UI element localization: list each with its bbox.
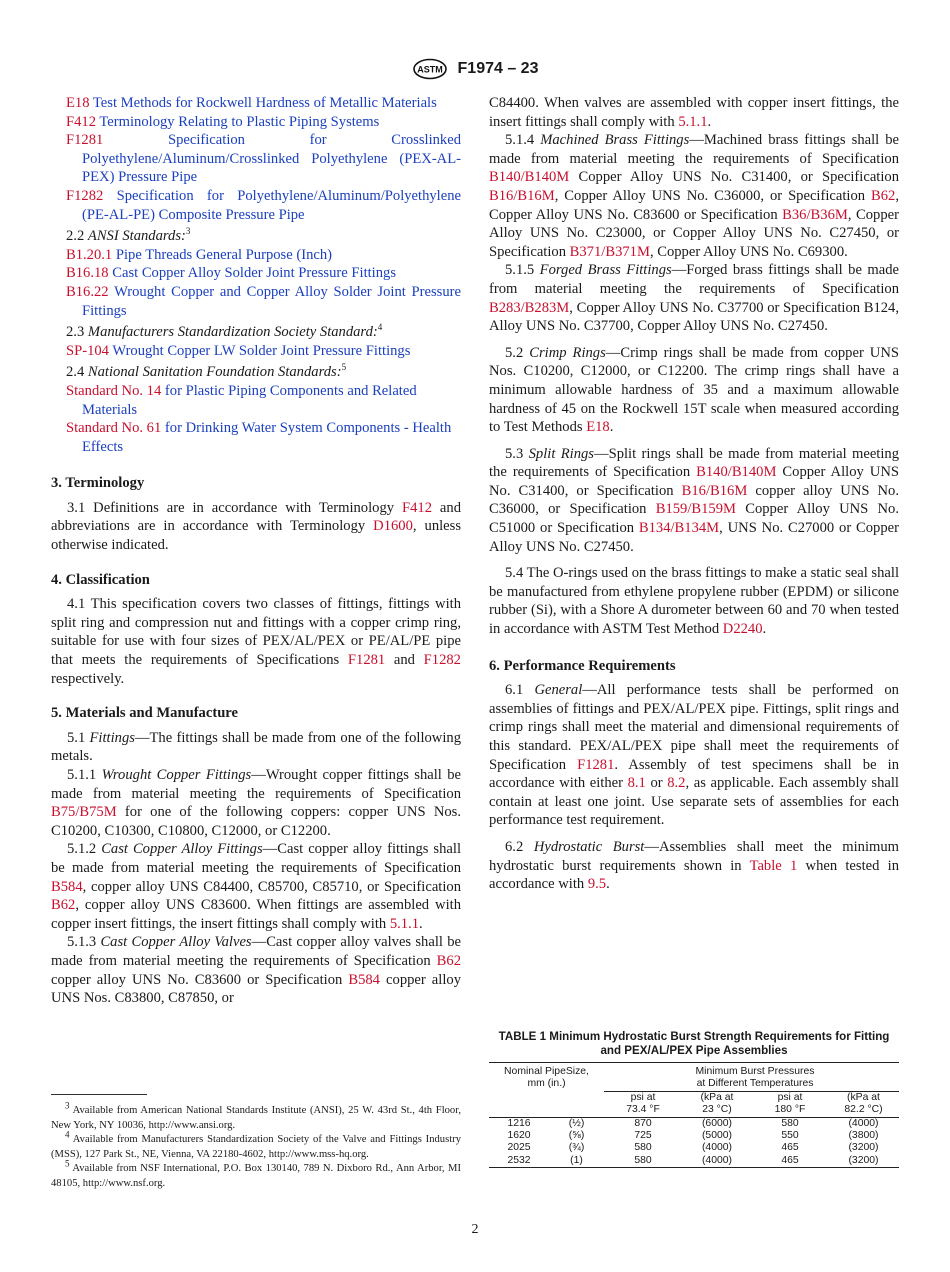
svg-text:ASTM: ASTM (416, 64, 443, 75)
link-table-1[interactable]: Table 1 (749, 857, 798, 874)
link-8-2[interactable]: 8.2 (667, 775, 686, 792)
link-5-1-1[interactable]: 5.1.1 (389, 915, 420, 932)
para-3-1: 3.1 Definitions are in accordance with Terminology F412 and abbreviations are in accordance with Terminology D1600, unless otherwise indicated. (51, 499, 462, 554)
section-4-heading: 4. Classification (51, 571, 150, 588)
ref-link[interactable]: Standard No. 61 (66, 420, 162, 437)
link-b62[interactable]: B62 (436, 952, 461, 969)
nsf-heading: 2.4 National Sanitation Foundation Standards:$^5$ (66, 362, 347, 381)
ref-title[interactable]: Pipe Threads General Purpose (Inch) (115, 246, 333, 263)
link-b75[interactable]: B75/B75M (51, 804, 117, 821)
table-row: 2532 (1) 580 (4000) 465 (3200) (489, 1155, 899, 1168)
para-6-2: 6.2 Hydrostatic Burst—Assemblies shall meet the minimum hydrostatic burst requirements shown in Table 1 when tested in accordance with 9.5. (489, 838, 899, 893)
mss-heading: 2.3 Manufacturers Standardization Society Standard:$^4$ (66, 322, 383, 341)
para-4-1: 4.1 This specification covers two classes of fittings, fittings with split ring and compression nut and fittings with a copper crimp ring, suitable for use with four sizes of PEX/AL/PEX or PE/AL/PE pipe that meets the requirements of Specifications F1281 and F1282 respectively. (51, 596, 461, 687)
section-6-heading: 6. Performance Requirements (489, 657, 676, 674)
ansi-heading: 2.2 ANSI Standards:$^3$ (66, 226, 191, 245)
footnote-3: $^3$ Available from American National Standards Institute (ANSI), 25 W. 43rd St., 4th Floor, New York, NY 10036, http://www.ansi.org. (51, 1100, 461, 1131)
ref-link[interactable]: F1281 (66, 132, 104, 149)
page-header (0, 58, 950, 80)
link-b283[interactable]: B283/B283M (489, 299, 570, 316)
referenced-documents-list (51, 94, 461, 456)
para-5-2: 5.2 Crimp Rings—Crimp rings shall be made from copper UNS Nos. C10200, C12000, or C12200. The crimp rings shall have a minimum allowable hardness of 35 and a maximum allowable hardness of 45 on the Rockwell 15T scale when measured according to Test Methods E18. (489, 344, 900, 436)
link-5-1-1[interactable]: 5.1.1 (678, 113, 708, 130)
link-b584[interactable]: B584 (348, 971, 380, 988)
table-1 (489, 1030, 899, 1168)
table-row: 2025 (¾) 580 (4000) 465 (3200) (507, 1142, 879, 1154)
para-5-1-4: 5.1.4 Machined Brass Fittings—Machined brass fittings shall be made from material meeting the requirements of Specification B140/B140M Copper Alloy UNS No. C31400, or Specification B16/B16M, Copper Alloy UNS No. C36000, or Specification B62, Copper Alloy UNS No. C83600 or Specification B36/B36M, Copper Alloy UNS No. C23000, or Copper Alloy UNS No. C27450, or Specification B371/B371M, Copper Alloy UNS No. C69300. (489, 132, 899, 260)
designation: F1974 – 23 (457, 60, 539, 77)
ref-title[interactable]: Specification for Polyethylene/Aluminum/Polyethylene (PE-AL-PE) Composite Pressure Pipe (82, 187, 461, 223)
footnote-5: $^5$ Available from NSF International, P.O. Box 130140, 789 N. Dixboro Rd., Ann Arbor, MI 48105, http://www.nsf.org. (51, 1158, 461, 1189)
ref-b16-22 (51, 283, 461, 320)
col-psi-73: psi at 73.4 °F (604, 1091, 682, 1117)
link-f1281[interactable]: F1281 (577, 756, 615, 773)
ref-f1282 (51, 187, 461, 224)
link-b371[interactable]: B371/B371M (569, 243, 650, 260)
table-caption: TABLE 1 Minimum Hydrostatic Burst Strength Requirements for Fitting and PEX/AL/PEX Pipe Assemblies (498, 1030, 890, 1057)
table-row: 1620 (⅝) 725 (5000) 550 (3800) (507, 1130, 879, 1142)
ref-nsf-61 (51, 419, 461, 456)
page-number: 2 (471, 1222, 479, 1237)
link-b62[interactable]: B62 (871, 187, 896, 204)
para-5-3: 5.3 Split Rings—Split rings shall be made from material meeting the requirements of Specification B140/B140M Copper Alloy UNS No. C31400, or Specification B16/B16M copper alloy UNS No. C36000, or Specification B159/B159M Copper Alloy UNS No. C51000 or Specification B134/B134M, UNS No. C27000 or Copper Alloy UNS No. C27450. (489, 445, 900, 555)
astm-logo-icon (412, 58, 448, 80)
link-d1600[interactable]: D1600 (373, 518, 413, 535)
para-5-1-5: 5.1.5 Forged Brass Fittings—Forged brass fittings shall be made from material meeting the requirements of Specification B283/B283M, Copper Alloy UNS No. C37700 or Specification B124, Alloy UNS No. C37700, Copper Alloy UNS No. C27450. (489, 262, 900, 335)
link-f1281[interactable]: F1281 (347, 652, 386, 669)
para-5-1: 5.1 Fittings—The fittings shall be made from one of the following metals. (51, 729, 461, 765)
para-6-1: 6.1 General—All performance tests shall be performed on assemblies of fittings and PEX/AL/PEX pipe. Fittings, split rings and crimp rings shall meet the material and dimensional requirements of this standard. PEX/AL/PEX pipe shall meet the requirements of Specification F1281. Assembly of test specimens shall be in accordance with either 8.1 or 8.2, as applicable. Each assembly shall contain at least one joint. Use separate sets of assemblies for each performance test requirement. (489, 682, 899, 829)
ref-title[interactable]: Wrought Copper and Copper Alloy Solder Joint Pressure Fittings (82, 283, 461, 319)
link-b36[interactable]: B36/B36M (782, 206, 848, 223)
ref-e18 (51, 94, 461, 113)
link-b584[interactable]: B584 (51, 878, 83, 895)
link-b159[interactable]: B159/B159M (655, 501, 736, 518)
footnote-divider (51, 1094, 147, 1095)
footnote-4: $^4$ Available from Manufacturers Standardization Society of the Valve and Fittings Industry (MSS), 127 Park St., NE, Vienna, VA 22180-4602, http://www.mss-hq.org. (51, 1129, 461, 1160)
link-b134[interactable]: B134/B134M (638, 520, 720, 537)
ref-title[interactable]: for Drinking Water System Components - Health Effects (82, 420, 452, 455)
section-3-heading: 3. Terminology (51, 475, 145, 492)
ref-sp-104 (51, 342, 461, 361)
ref-link[interactable]: F1282 (66, 187, 104, 204)
link-e18[interactable]: E18 (586, 419, 610, 436)
link-f412[interactable]: F412 (401, 499, 432, 516)
link-d2240[interactable]: D2240 (722, 621, 763, 638)
ref-link[interactable]: B16.22 (66, 283, 109, 300)
table-row: 1216 (½) 870 (6000) 580 (4000) (507, 1117, 879, 1129)
ref-link[interactable]: F412 (66, 113, 97, 130)
col-kpa-23: (kPa at 23 °C) (682, 1091, 752, 1117)
ref-f412 (51, 113, 461, 132)
left-column (51, 94, 461, 1008)
ref-b1-20-1 (51, 246, 461, 265)
para-5-1-2: 5.1.2 Cast Copper Alloy Fittings—Cast copper alloy fittings shall be made from material meeting the requirements of Specification B584, copper alloy UNS C84400, C85700, C85710, or Specification B62, copper alloy UNS C83600. When fittings are assembled with copper insert fittings, the insert fittings shall comply with 5.1.1. (51, 841, 461, 932)
link-b16[interactable]: B16/B16M (489, 187, 555, 204)
ref-title[interactable]: Wrought Copper LW Solder Joint Pressure Fittings (112, 342, 411, 359)
link-b16[interactable]: B16/B16M (681, 482, 748, 499)
para-5-1-3: 5.1.3 Cast Copper Alloy Valves—Cast copper alloy valves shall be made from material meeting the requirements of Specification B62 copper alloy UNS No. C83600 or Specification B584 copper alloy UNS Nos. C83800, C87850, or (51, 934, 461, 1007)
col-kpa-82: (kPa at 82.2 °C) (828, 1091, 899, 1117)
col-psi-180: psi at 180 °F (752, 1091, 828, 1117)
ref-title[interactable]: Specification for Crosslinked Polyethylene/Aluminum/Crosslinked Polyethylene (PEX-AL-PEX) Pressure Pipe (82, 132, 461, 186)
ref-title[interactable]: Cast Copper Alloy Solder Joint Pressure Fittings (112, 265, 397, 282)
link-f1282[interactable]: F1282 (423, 652, 461, 669)
link-b140[interactable]: B140/B140M (489, 169, 570, 186)
ref-title[interactable]: Terminology Relating to Plastic Piping Systems (99, 113, 380, 130)
ref-link[interactable]: SP-104 (66, 342, 109, 359)
ref-title[interactable]: for Plastic Piping Components and Related Materials (82, 382, 417, 418)
link-b62[interactable]: B62 (51, 897, 76, 914)
burst-strength-table (489, 1062, 899, 1168)
ref-link[interactable]: Standard No. 14 (66, 382, 162, 399)
para-5-4: 5.4 The O-rings used on the brass fittings to make a static seal shall be manufactured from ethylene propylene rubber (EPDM) or silicone rubber (Si), with a Shore A durometer between 60 and 70 when tested in accordance with ASTM Test Method D2240. (489, 565, 899, 638)
ref-f1281 (51, 131, 461, 187)
ref-link[interactable]: B16.18 (66, 265, 109, 282)
ref-link[interactable]: B1.20.1 (66, 246, 113, 263)
footnotes (51, 1100, 461, 1192)
para-5-1-3-cont: C84400. When valves are assembled with copper insert fittings, the insert fittings shall comply with 5.1.1. (489, 95, 899, 130)
link-8-1[interactable]: 8.1 (627, 775, 646, 792)
ref-title[interactable]: Test Methods for Rockwell Hardness of Metallic Materials (92, 95, 437, 111)
ref-nsf-14 (51, 382, 461, 419)
right-column (489, 94, 899, 894)
link-b140[interactable]: B140/B140M (696, 464, 777, 481)
ref-b16-18 (51, 264, 461, 283)
pipe-size-header: Nominal PipeSize, mm (in.) (489, 1063, 604, 1092)
para-5-1-1: 5.1.1 Wrought Copper Fittings—Wrought copper fittings shall be made from material meeting the requirements of Specification B75/B75M for one of the following coppers: copper UNS Nos. C10200, C10300, C10800, C12000, or C12200. (51, 767, 462, 839)
burst-pressure-header: Minimum Burst Pressures at Different Temperatures (682, 1063, 828, 1092)
section-5-heading: 5. Materials and Manufacture (51, 705, 238, 722)
link-9-5[interactable]: 9.5 (587, 876, 607, 893)
ref-link[interactable]: E18 (66, 95, 90, 111)
